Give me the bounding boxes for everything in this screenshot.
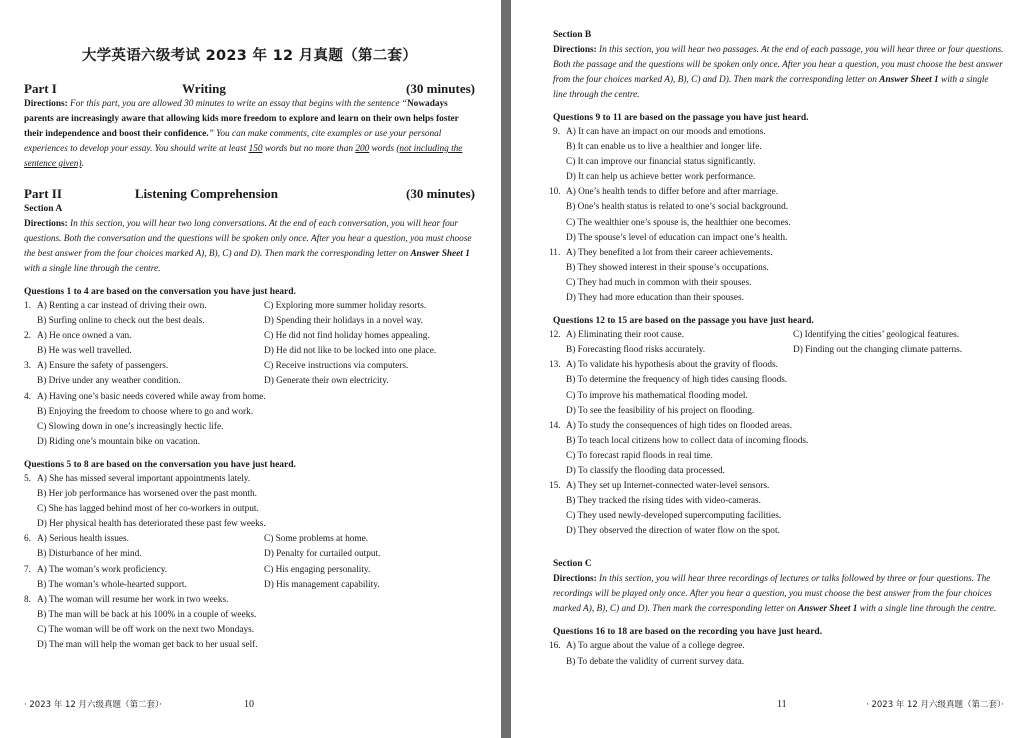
option-d: D) Her physical health has deteriorated these past few weeks. (37, 519, 266, 530)
option-b: B) One’s health status is related to one’s social background. (566, 202, 789, 213)
option-a: A) Ensure the safety of passengers. (37, 361, 169, 372)
option-a: A) He once owned a van. (37, 331, 132, 342)
directions-label: Directions: (24, 99, 68, 109)
page-footer: · 2023 年 12 月六级真题（第二套）· (24, 700, 162, 710)
question-1 (24, 299, 475, 329)
answer-sheet-ref: Answer Sheet 1 (879, 75, 939, 85)
option-d: D) Riding one’s mountain bike on vacation. (37, 436, 200, 447)
directions-text: words (369, 144, 397, 154)
option-c: C) Exploring more summer holiday resorts. (264, 301, 427, 311)
option-a: A) Renting a car instead of driving their own. (37, 301, 207, 311)
part1-heading (24, 81, 475, 97)
part1-name: Writing (182, 81, 226, 96)
questions-1-4-heading: Questions 1 to 4 are based on the conversation you have just heard. (24, 287, 296, 297)
page-number: 10 (244, 699, 254, 710)
option-d: D) Penalty for curtailed output. (264, 549, 381, 560)
option-b: B) Surfing online to check out the best deals. (37, 316, 205, 327)
option-b: B) To determine the frequency of high tides causing floods. (566, 375, 788, 386)
option-a: A) They benefited a lot from their career achievements. (566, 247, 773, 258)
option-b: B) Disturbance of her mind. (37, 549, 142, 560)
option-d: D) To classify the flooding data processed. (566, 465, 725, 476)
option-c: C) The wealthier one’s spouse is, the healthier one becomes. (566, 217, 791, 228)
option-c: C) Slowing down in one’s increasingly hectic life. (37, 421, 224, 432)
question-7 (24, 563, 475, 593)
option-b: B) They showed interest in their spouse’s occupations. (566, 262, 769, 273)
part1-directions (24, 97, 475, 172)
directions-label: Directions: (24, 219, 68, 229)
directions-text: For this part, you are allowed 30 minutes to write an essay that begins with the sentence “ (67, 99, 407, 109)
question-number: 7. (24, 564, 31, 575)
questions-5-8-heading: Questions 5 to 8 are based on the conversation you have just heard. (24, 459, 296, 470)
question-8 (24, 593, 475, 653)
option-b: B) Enjoying the freedom to choose where to go and work. (37, 406, 254, 417)
part2-name: Listening Comprehension (134, 186, 279, 201)
directions-text: In this section, you will hear two long conversations. At the end of each conversation, you will hear four questions. Both the conversation and the questions will be spoken only once. After you hear a question, you must choose the best answer from the four choices marked A), B), C) and D). Then mark the corresponding letter on (24, 219, 472, 259)
option-d: D) The spouse’s level of education can impact one’s health. (566, 232, 788, 243)
question-11 (549, 246, 1004, 306)
option-b: B) Her job performance has worsened over the past month. (37, 489, 257, 500)
question-15 (549, 479, 1004, 539)
question-10 (549, 185, 1004, 245)
section-a-directions (24, 217, 475, 277)
option-a: A) The woman will resume her work in two weeks. (37, 594, 229, 605)
directions-text: . (81, 159, 84, 169)
document-title: 大学英语六级考试 2023 年 12 月真题（第二套） (81, 48, 418, 64)
part1-time: (30 minutes) (406, 81, 475, 96)
option-b: B) The woman’s whole-hearted support. (37, 579, 187, 590)
option-a: A) They set up Internet-connected water-level sensors. (566, 481, 770, 492)
directions-note: (not including the sentence given) (24, 144, 463, 169)
question-5 (24, 472, 475, 532)
option-b: B) Drive under any weather condition. (37, 376, 181, 387)
option-a: A) Eliminating their root cause. (566, 330, 684, 341)
option-a: A) To study the consequences of high tides on flooded areas. (566, 420, 793, 431)
option-a: A) To validate his hypothesis about the gravity of floods. (566, 360, 778, 371)
option-c: C) Some problems at home. (264, 534, 369, 545)
option-c: C) Receive instructions via computers. (264, 361, 409, 372)
page-footer: · 2023 年 12 月六级真题（第二套）· (866, 700, 1004, 710)
max-words: 200 (355, 144, 370, 154)
option-c: C) He did not find holiday homes appealing. (264, 331, 430, 342)
option-a: A) It can have an impact on our moods and emotions. (566, 127, 766, 137)
option-a: A) The woman’s work proficiency. (37, 564, 168, 575)
question-number: 12. (549, 330, 561, 341)
option-d: D) It can help us achieve better work performance. (566, 172, 756, 183)
directions-text: In this section, you will hear three recordings of lectures or talks followed by three or four questions. The recordings will be played only once. After you hear a question, you must choose the best answer from the four choices marked A), B), C) and D). Then mark the corresponding letter on (553, 574, 992, 615)
option-d: D) He did not like to be locked into one place. (264, 346, 437, 357)
option-c: C) They had much in common with their spouses. (566, 277, 752, 288)
directions-text: with a single line through the centre. (24, 264, 161, 274)
option-d: D) Finding out the changing climate patterns. (793, 345, 963, 356)
option-c: C) His engaging personality. (264, 564, 371, 575)
question-4 (24, 390, 475, 450)
question-3 (24, 359, 475, 389)
question-2 (24, 329, 475, 359)
question-6 (24, 532, 475, 562)
right-page (511, 0, 1024, 738)
left-page (0, 0, 501, 738)
directions-label: Directions: (553, 574, 597, 585)
question-number: 9. (553, 127, 560, 137)
option-c: C) The woman will be off work on the next two Mondays. (37, 624, 255, 635)
option-b: B) They tracked the rising tides with video-cameras. (566, 496, 762, 507)
questions-16-18-heading: Questions 16 to 18 are based on the recording you have just heard. (553, 627, 823, 638)
part1-label: Part I (24, 81, 57, 96)
question-number: 8. (24, 594, 31, 605)
option-d: D) His management capability. (264, 579, 380, 590)
option-c: C) It can improve our financial status significantly. (566, 157, 756, 168)
question-13 (549, 358, 1004, 418)
option-c: C) To forecast rapid floods in real time. (566, 450, 713, 461)
answer-sheet-ref: Answer Sheet 1 (798, 604, 858, 615)
option-c: C) To improve his mathematical flooding model. (566, 390, 748, 401)
question-number: 16. (549, 641, 561, 652)
section-c-label: Section C (553, 559, 592, 570)
question-number: 10. (549, 187, 561, 198)
question-number: 1. (24, 301, 31, 311)
option-b: B) The man will be back at his 100% in a couple of weeks. (37, 609, 257, 620)
option-a: A) She has missed several important appointments lately. (37, 473, 251, 484)
directions-text: with a single line through the centre. (857, 604, 997, 615)
answer-sheet-ref: Answer Sheet 1 (410, 249, 470, 259)
question-number: 3. (24, 361, 31, 372)
min-words: 150 (248, 144, 263, 154)
questions-9-11-heading: Questions 9 to 11 are based on the passage you have just heard. (553, 113, 809, 123)
section-a-label: Section A (24, 204, 63, 214)
question-number: 4. (24, 391, 31, 402)
option-c: C) They used newly-developed supercomputing facilities. (566, 511, 782, 522)
directions-label: Directions: (553, 45, 597, 55)
questions-12-15-heading: Questions 12 to 15 are based on the passage you have just heard. (553, 316, 814, 327)
section-c-directions (553, 572, 1004, 617)
option-a: A) To argue about the value of a college degree. (566, 641, 745, 652)
directions-text: In this section, you will hear two passages. At the end of each passage, you will hear three or four questions. Both the passage and the questions will be spoken only once. After you hear a question, you must choose the best answer from the four choices marked A), B), C) and D). Then mark the corresponding letter on (553, 45, 1004, 85)
option-a: A) Having one’s basic needs covered while away from home. (37, 391, 266, 402)
option-b: B) He was well travelled. (37, 346, 132, 357)
question-number: 14. (549, 420, 561, 431)
question-number: 2. (24, 331, 31, 342)
question-12 (549, 328, 1004, 358)
question-number: 6. (24, 534, 31, 545)
directions-text: with a single line through the centre. (553, 75, 989, 100)
option-d: D) To see the feasibility of his project on flooding. (566, 405, 755, 416)
option-d: D) Generate their own electricity. (264, 376, 389, 387)
question-16 (549, 639, 1004, 669)
question-number: 5. (24, 473, 31, 484)
question-14 (549, 419, 1004, 479)
option-d: D) The man will help the woman get back to her usual self. (37, 639, 258, 650)
directions-text: ” You can make comments, cite examples or use your personal experiences to develop your essay. You should write at least (24, 129, 442, 154)
option-b: B) To debate the validity of current survey data. (566, 656, 745, 667)
directions-text: words but no more than (262, 144, 356, 154)
question-number: 11. (549, 247, 561, 258)
option-b: B) Forecasting flood risks accurately. (566, 345, 706, 356)
question-number: 13. (549, 360, 561, 371)
option-c: C) Identifying the cities’ geological features. (793, 330, 960, 341)
essay-prompt: Nowadays parents are increasingly aware that allowing kids more freedom to explore and learn on their own helps foster their independence and boost their confidence. (24, 99, 459, 139)
option-d: D) They had more education than their spouses. (566, 293, 744, 304)
option-a: A) Serious health issues. (37, 534, 129, 545)
option-d: D) Spending their holidays in a novel way. (264, 316, 423, 327)
question-number: 15. (549, 481, 561, 492)
page-number: 11 (777, 699, 787, 710)
option-a: A) One’s health tends to differ before and after marriage. (566, 187, 779, 198)
question-9 (553, 125, 1004, 185)
part2-time: (30 minutes) (406, 186, 475, 201)
section-b-directions (553, 43, 1004, 103)
part2-label: Part II (24, 186, 62, 201)
option-b: B) To teach local citizens how to collect data of incoming floods. (566, 435, 809, 446)
option-c: C) She has lagged behind most of her co-workers in output. (37, 504, 259, 515)
option-b: B) It can enable us to live a healthier and longer life. (566, 142, 762, 153)
part2-heading (24, 186, 475, 202)
section-b-label: Section B (553, 30, 592, 40)
option-d: D) They observed the direction of water flow on the spot. (566, 526, 780, 537)
